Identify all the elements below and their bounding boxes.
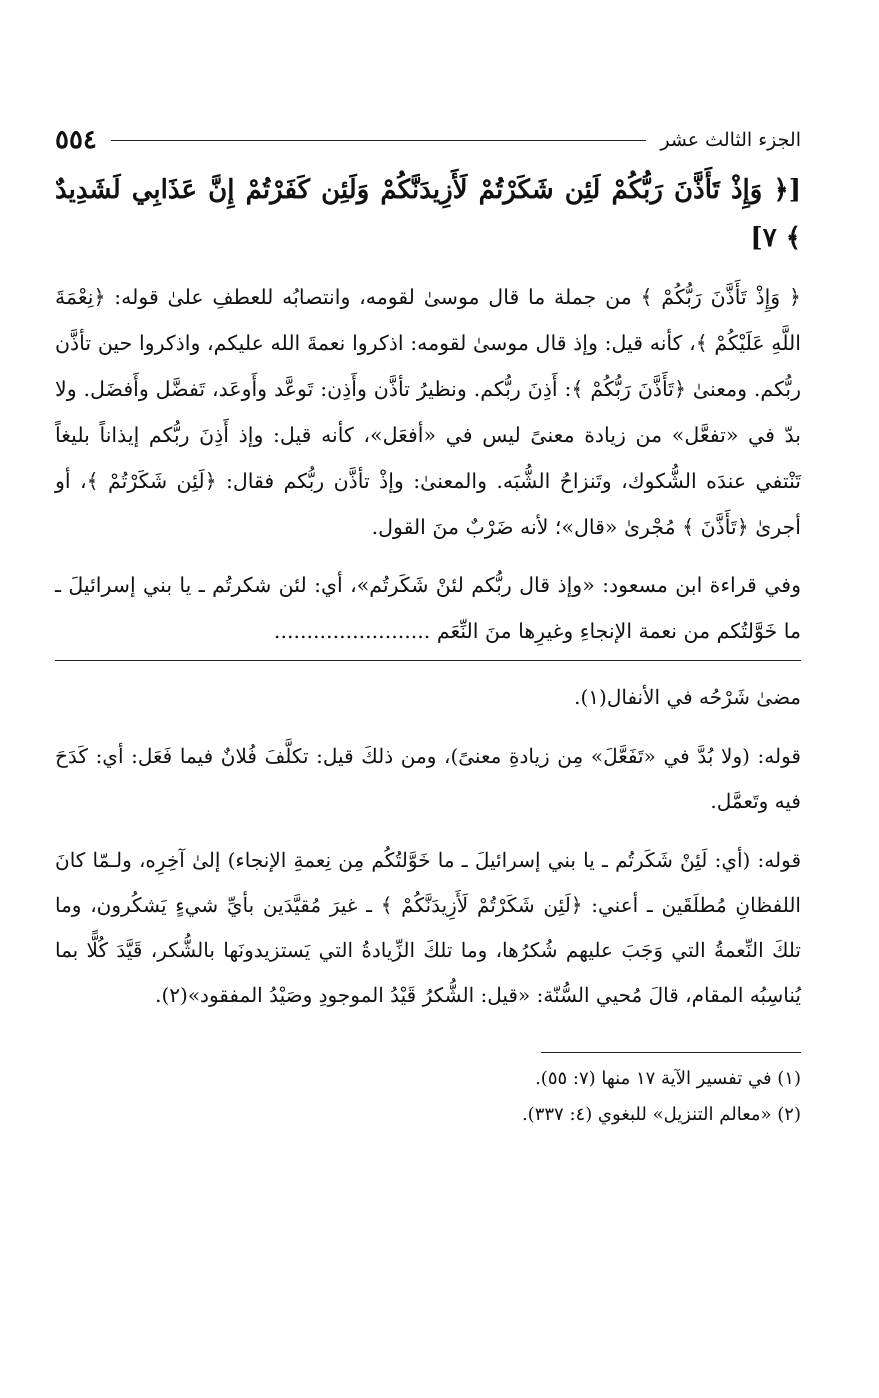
page-header [55, 120, 801, 160]
header-rule [111, 140, 646, 141]
part-title: الجزء الثالث عشر [660, 129, 801, 151]
section-divider [55, 660, 801, 661]
footnote-1: (١) في تفسير الآية ١٧ منها (٧: ٥٥). [535, 1068, 801, 1089]
commentary-paragraph-1: مضىٰ شَرْحُه في الأنفال(١). [574, 685, 801, 709]
book-page [55, 120, 801, 1133]
footnote-2: (٢) «معالم التنزيل» للبغوي (٤: ٣٣٧). [521, 1104, 801, 1125]
tafsir-paragraph-1: ﴿ وَإِذْ تَأَذَّنَ رَبُّكُمْ ﴾ من جملة ما قال موسىٰ لقومه، وانتصابُه للعطفِ علىٰ قوله: ﴿نِعْمَةَ اللَّهِ عَلَيْكُمْ ﴾، كأنه قيل: وإذ قال موسىٰ لقومه: اذكروا نعمةَ الله عليكم، واذكروا حين تأذَّن ربُّكم. ومعنىٰ ﴿تَأَذَّنَ رَبُّكُمْ ﴾: أَذِنَ ربُّكم. ونظيرُ تأذَّن وأَذِن: تَوعَّد وأَوعَد، تَفضَّل وأَفضَل. ولا بدّ في «تفعَّل» من زيادة معنىً ليس في «أفعَل»، كأنه قيل: وإذ أَذِنَ ربُّكم إيذاناً بليغاً تَنْتفي عندَه الشُّكوك، وتَنزاحُ الشُّبَه. والمعنىٰ: وإذْ تأذَّن ربُّكم فقال: ﴿لَئِن شَكَرْتُمْ ﴾، أو أجرىٰ ﴿تَأَذَّنَ ﴾ مُجْرىٰ «قال»؛ لأنه ضَرْبٌ منَ القول. [55, 285, 801, 539]
commentary-paragraph-2: قوله: (ولا بُدَّ في «تَفَعَّلَ» مِن زيادةِ معنىً)، ومن ذلكَ قيل: تكلَّفَ فُلانٌ فيما فَعَل: أي: كَدَحَ فيه وتَعمَّل. [55, 744, 801, 813]
commentary-paragraph-3: قوله: (أي: لَئِنْ شَكَرتُم ـ يا بني إسرائيلَ ـ ما خَوَّلتُكُم مِن نِعمةِ الإنجاء) إلىٰ آخِرِه، ولـمّا كانَ اللفظانِ مُطلَقَين ـ أعني: ﴿لَئِن شَكَرْتُمْ لَأَزِيدَنَّكُمْ ﴾ ـ غيرَ مُقيَّدَين بأيِّ شيءٍ يَشكُرون، وما تلكَ النِّعمةُ التي وَجَبَ عليهم شُكرُها، وما تلكَ الزِّيادةُ التي يَستزيدونَها بالشُّكر، قَيَّدَ كُلًّا بما يُناسِبُه المقام، قالَ مُحيي السُّنّة: «قيل: الشُّكرُ قَيْدُ الموجودِ وصَيْدُ المفقود»(٢). [55, 848, 801, 1007]
footnote-rule [541, 1052, 801, 1053]
page-number: ٥٥٤ [55, 125, 97, 155]
quran-verse: [﴿ وَإِذْ تَأَذَّنَ رَبُّكُمْ لَئِن شَكَرْتُمْ لَأَزِيدَنَّكُمْ وَلَئِن كَفَرْتُمْ إِنَّ عَذَابِي لَشَدِيدٌ ﴾ ٧] [55, 175, 801, 253]
tafsir-paragraph-2: وفي قراءة ابن مسعود: «وإذ قال ربُّكم لئنْ شَكَرتُم»، أي: لئن شكرتُم ـ يا بني إسرائيلَ ـ ما خَوَّلتُكم من نعمة الإنجاءِ وغيرِها منَ النِّعَم ........................ [55, 573, 801, 643]
